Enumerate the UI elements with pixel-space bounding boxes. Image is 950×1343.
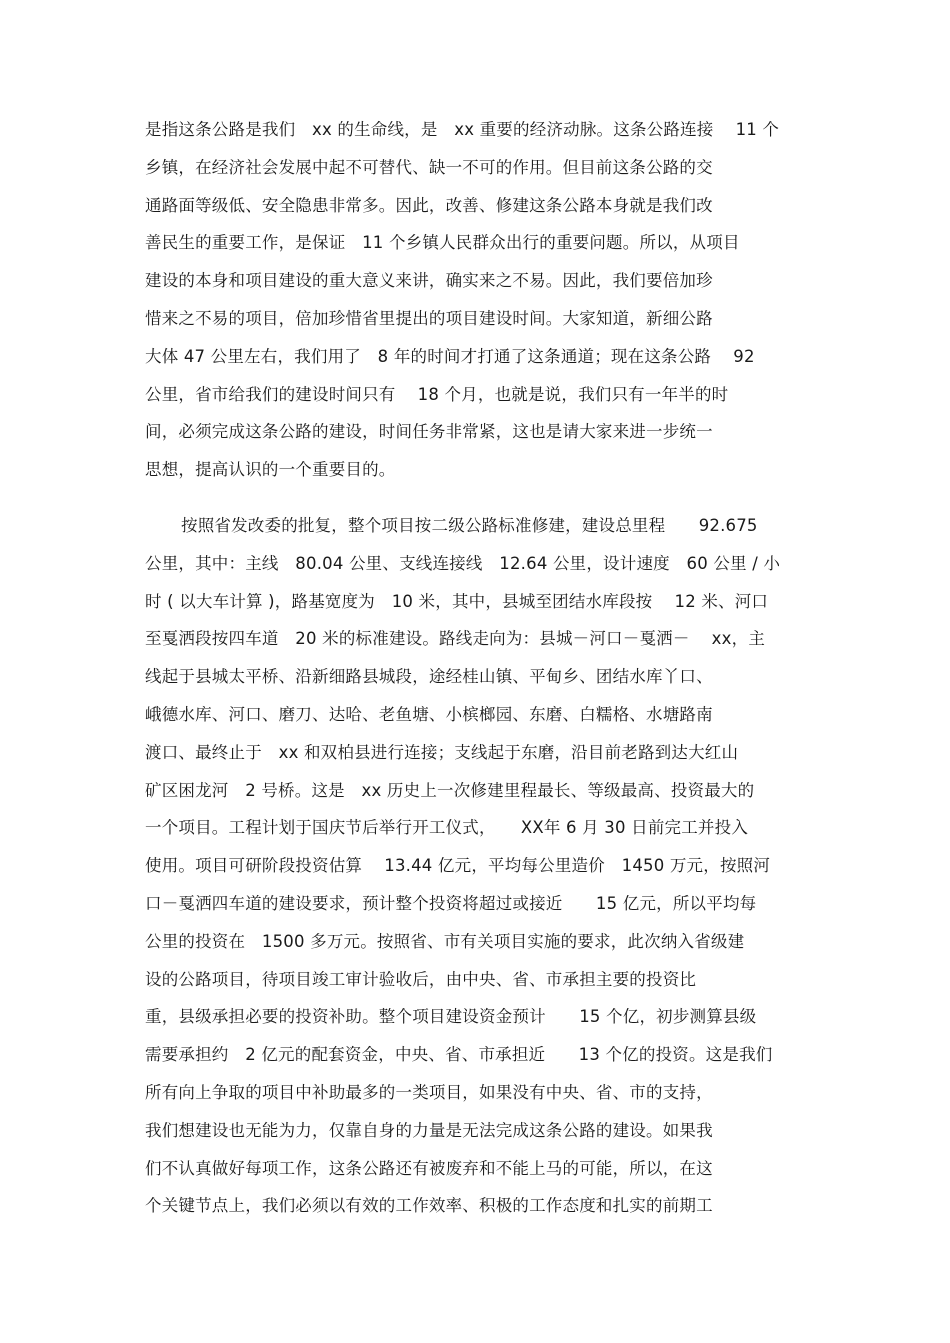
text-line: 设的公路项目，待项目竣工审计验收后，由中央、省、市承担主要的投资比 [145,969,697,989]
text-line: 们不认真做好每项工作，这条公路还有被废弃和不能上马的可能，所以，在这 [145,1158,713,1178]
text-line: 公里，省市给我们的建设时间只有 18 个月，也就是说，我们只有一年半的时 [145,384,729,404]
text-line: 公里，其中：主线 80.04 公里、支线连接线 12.64 公里，设计速度 60 公里 / 小 [145,553,781,573]
paragraph-2 [145,513,825,1231]
text-line: 间，必须完成这条公路的建设，时间任务非常紧，这也是请大家来进一步统一 [145,422,713,442]
text-line: 时 ( 以大车计算 )，路基宽度为 10 米，其中，县城至团结水库段按 12 米、河口 [145,591,769,611]
text-line: 善民生的重要工作，是保证 11 个乡镇人民群众出行的重要问题。所以，从项目 [145,233,740,253]
text-line: 通路面等级低、安全隐患非常多。因此，改善、修建这条公路本身就是我们改 [145,195,713,215]
text-line: 峨德水库、河口、磨刀、达哈、老鱼塘、小槟榔园、东磨、白糯格、水塘路南 [145,704,713,724]
text-line: 大体 47 公里左右，我们用了 8 年的时间才打通了这条通道；现在这条公路 92 [145,346,755,366]
text-line: 使用。项目可研阶段投资估算 13.44 亿元，平均每公里造价 1450 万元，按照河 [145,856,771,876]
text-line: 按照省发改委的批复，整个项目按二级公路标准修建，建设总里程 92.675 [181,516,758,535]
text-line: 渡口、最终止于 xx 和双柏县进行连接；支线起于东磨，沿目前老路到达大红山 [145,742,739,762]
text-line: 我们想建设也无能为力，仅靠自身的力量是无法完成这条公路的建设。如果我 [145,1120,713,1140]
text-line: 个关键节点上，我们必须以有效的工作效率、积极的工作态度和扎实的前期工 [145,1196,713,1216]
text-line: 建设的本身和项目建设的重大意义来讲，确实来之不易。因此，我们要倍加珍 [145,271,713,291]
text-line: 至戛洒段按四车道 20 米的标准建设。路线走向为：县城－河口－戛洒－ xx，主 [145,629,766,649]
paragraph-1 [145,117,825,495]
text-line: 乡镇，在经济社会发展中起不可替代、缺一不可的作用。但目前这条公路的交 [145,157,713,177]
text-line: 思想，提高认识的一个重要目的。 [145,460,396,480]
text-line: 一个项目。工程计划于国庆节后举行开工仪式， XX年 6 月 30 日前完工并投入 [145,818,749,838]
text-line: 矿区困龙河 2 号桥。这是 xx 历史上一次修建里程最长、等级最高、投资最大的 [145,780,755,800]
text-line: 线起于县城太平桥、沿新细路县城段，途经桂山镇、平甸乡、团结水库丫口、 [145,667,713,687]
text-line: 重，县级承担必要的投资补助。整个项目建设资金预计 15 个亿，初步测算县级 [145,1007,757,1027]
text-line: 所有向上争取的项目中补助最多的一类项目，如果没有中央、省、市的支持， [145,1082,713,1102]
text-line: 需要承担约 2 亿元的配套资金，中央、省、市承担近 13 个亿的投资。这是我们 [145,1045,773,1065]
text-line: 公里的投资在 1500 多万元。按照省、市有关项目实施的要求，此次纳入省级建 [145,931,745,951]
text-line: 惜来之不易的项目，倍加珍惜省里提出的项目建设时间。大家知道，新细公路 [145,308,713,328]
text-line: 口－戛洒四车道的建设要求，预计整个投资将超过或接近 15 亿元，所以平均每 [145,893,757,913]
text-line: 是指这条公路是我们 xx 的生命线，是 xx 重要的经济动脉。这条公路连接 11 个 [145,120,780,139]
